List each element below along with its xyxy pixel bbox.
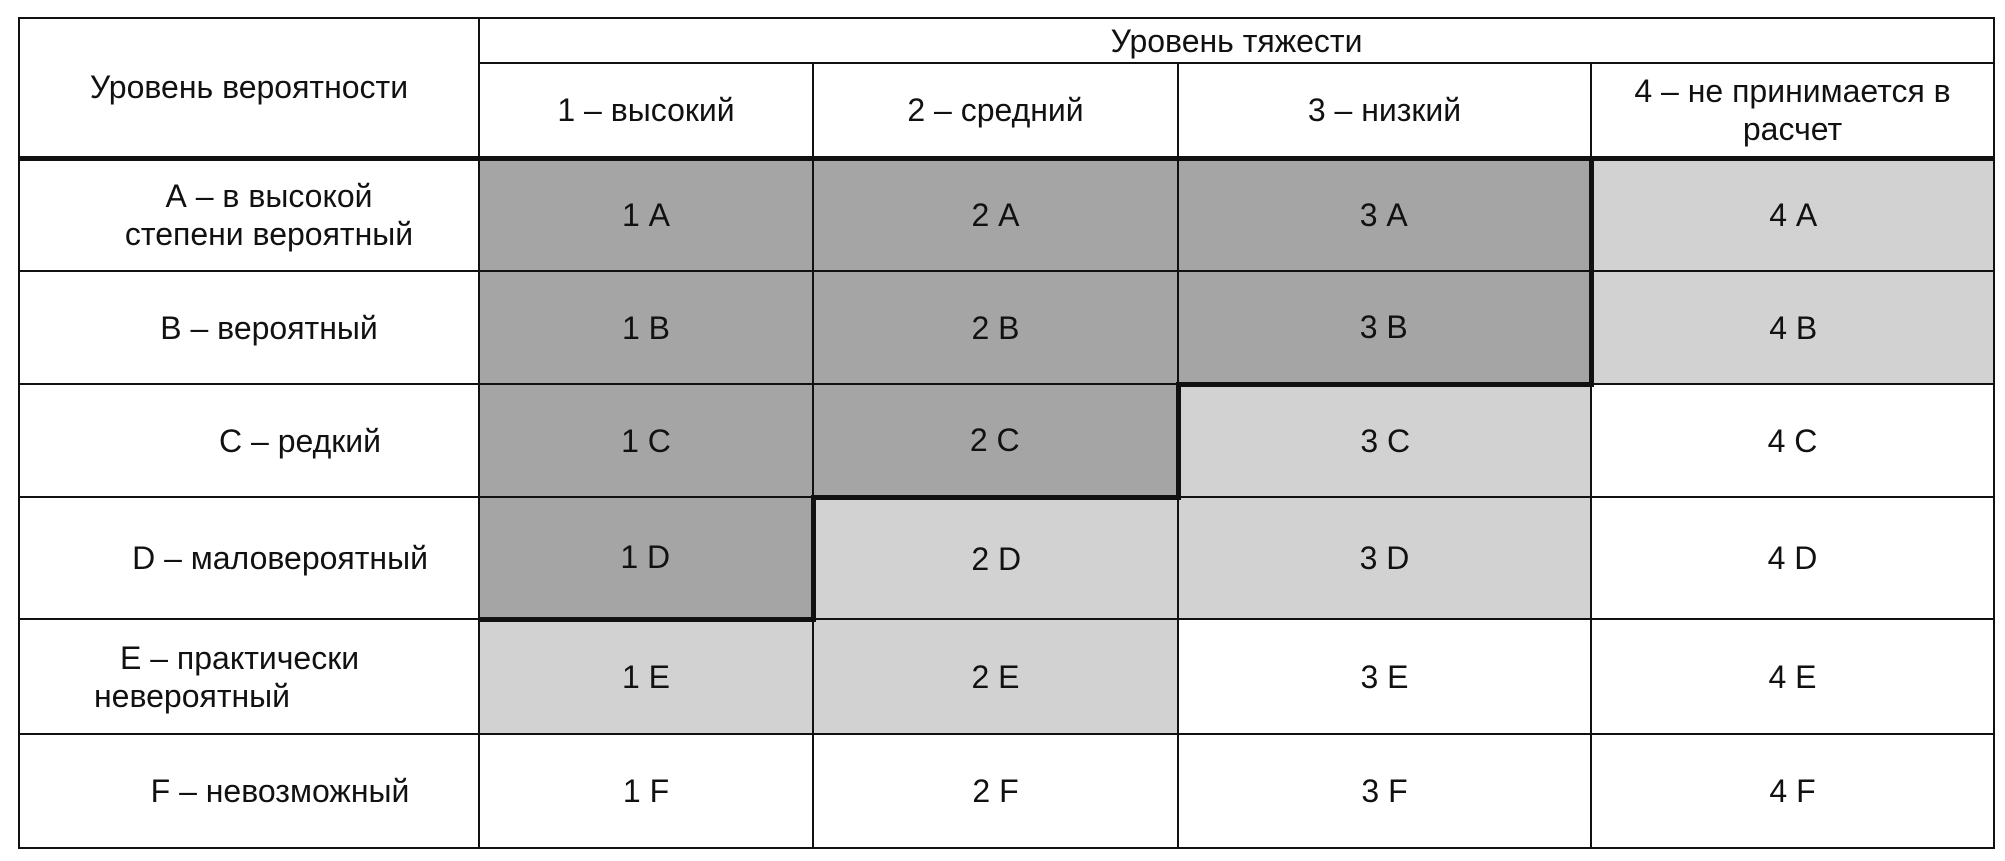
row-header-a-label: А – в высокой степени вероятный [124, 178, 414, 253]
cell-3e [1178, 619, 1591, 734]
cell-3e-label: 3 Е [1360, 658, 1409, 695]
cell-4b [1591, 271, 1994, 384]
cell-2c [813, 384, 1178, 497]
cell-3f-label: 3 F [1361, 773, 1408, 809]
cell-1b-label: 1 В [621, 309, 671, 346]
cell-3c [1178, 384, 1591, 497]
cell-1e-label: 1 Е [621, 659, 671, 696]
row-header-b [19, 271, 479, 384]
cell-1d [479, 497, 813, 619]
cell-4c-label: 4 С [1767, 422, 1818, 459]
severity-column-header-3 [1178, 63, 1591, 158]
probability-level-header [19, 18, 479, 158]
risk-matrix-table [18, 17, 1995, 849]
severity-level-header-label: Уровень тяжести [1110, 22, 1363, 59]
table-row [19, 619, 1994, 734]
cell-2d-label: 2 D [971, 540, 1022, 577]
cell-1a [479, 158, 813, 271]
cell-2e-label: 2 Е [971, 658, 1020, 695]
cell-4c [1591, 384, 1994, 497]
severity-column-header-2-label: 2 – средний [907, 91, 1084, 128]
table-row [19, 734, 1994, 848]
cell-4a-label: 4 А [1769, 197, 1818, 234]
row-header-d-label: D – маловероятный [132, 540, 428, 576]
cell-1c-label: 1 С [621, 422, 671, 459]
cell-3b [1178, 271, 1591, 384]
cell-2a-label: 2 А [971, 197, 1020, 234]
cell-2b-label: 2 В [971, 309, 1020, 346]
row-header-b-label: В – вероятный [160, 309, 378, 346]
table-row [19, 271, 1994, 384]
severity-level-header [479, 18, 1994, 63]
cell-1b [479, 271, 813, 384]
cell-3d [1178, 497, 1591, 619]
cell-3a [1178, 158, 1591, 271]
table-row [19, 384, 1994, 497]
cell-1f [479, 734, 813, 848]
cell-4b-label: 4 В [1769, 309, 1818, 346]
cell-1c [479, 384, 813, 497]
cell-2f [813, 734, 1178, 848]
cell-2b [813, 271, 1178, 384]
cell-4f-label: 4 F [1769, 773, 1816, 809]
row-header-f [19, 734, 479, 848]
row-header-e [19, 619, 479, 734]
row-header-c-label: С – редкий [219, 422, 381, 459]
cell-4d-label: 4 D [1767, 540, 1818, 576]
cell-4e [1591, 619, 1994, 734]
cell-2e [813, 619, 1178, 734]
row-header-a [19, 158, 479, 271]
cell-4d [1591, 497, 1994, 619]
cell-3d-label: 3 D [1359, 540, 1410, 576]
cell-1f-label: 1 F [622, 773, 670, 809]
cell-4f [1591, 734, 1994, 848]
severity-column-header-2 [813, 63, 1178, 158]
cell-3f [1178, 734, 1591, 848]
row-header-c [19, 384, 479, 497]
row-header-e-label: Е – практически невероятный [94, 639, 360, 714]
severity-column-header-1-label: 1 – высокий [557, 91, 735, 128]
table-row [19, 497, 1994, 619]
severity-column-header-4 [1591, 63, 1994, 158]
cell-1d-label: 1 D [620, 539, 671, 576]
cell-2a [813, 158, 1178, 271]
severity-column-header-3-label: 3 – низкий [1307, 91, 1462, 128]
cell-3b-label: 3 В [1359, 308, 1408, 345]
cell-1a-label: 1 А [621, 197, 671, 234]
row-header-f-label: F – невозможный [150, 773, 410, 809]
row-header-d [19, 497, 479, 619]
table-row [19, 158, 1994, 271]
cell-3a-label: 3 А [1359, 197, 1408, 234]
cell-4a [1591, 158, 1994, 271]
cell-1e [479, 619, 813, 734]
cell-2c-label: 2 С [969, 421, 1020, 458]
cell-3c-label: 3 С [1360, 423, 1411, 460]
cell-2d [813, 497, 1178, 619]
header-row-top [19, 18, 1994, 63]
cell-4e-label: 4 Е [1768, 658, 1817, 695]
cell-2f-label: 2 F [972, 773, 1019, 809]
severity-column-header-4-label: 4 – не принимается в расчет [1634, 72, 1951, 147]
probability-level-header-label: Уровень вероятности [89, 69, 409, 106]
severity-column-header-1 [479, 63, 813, 158]
